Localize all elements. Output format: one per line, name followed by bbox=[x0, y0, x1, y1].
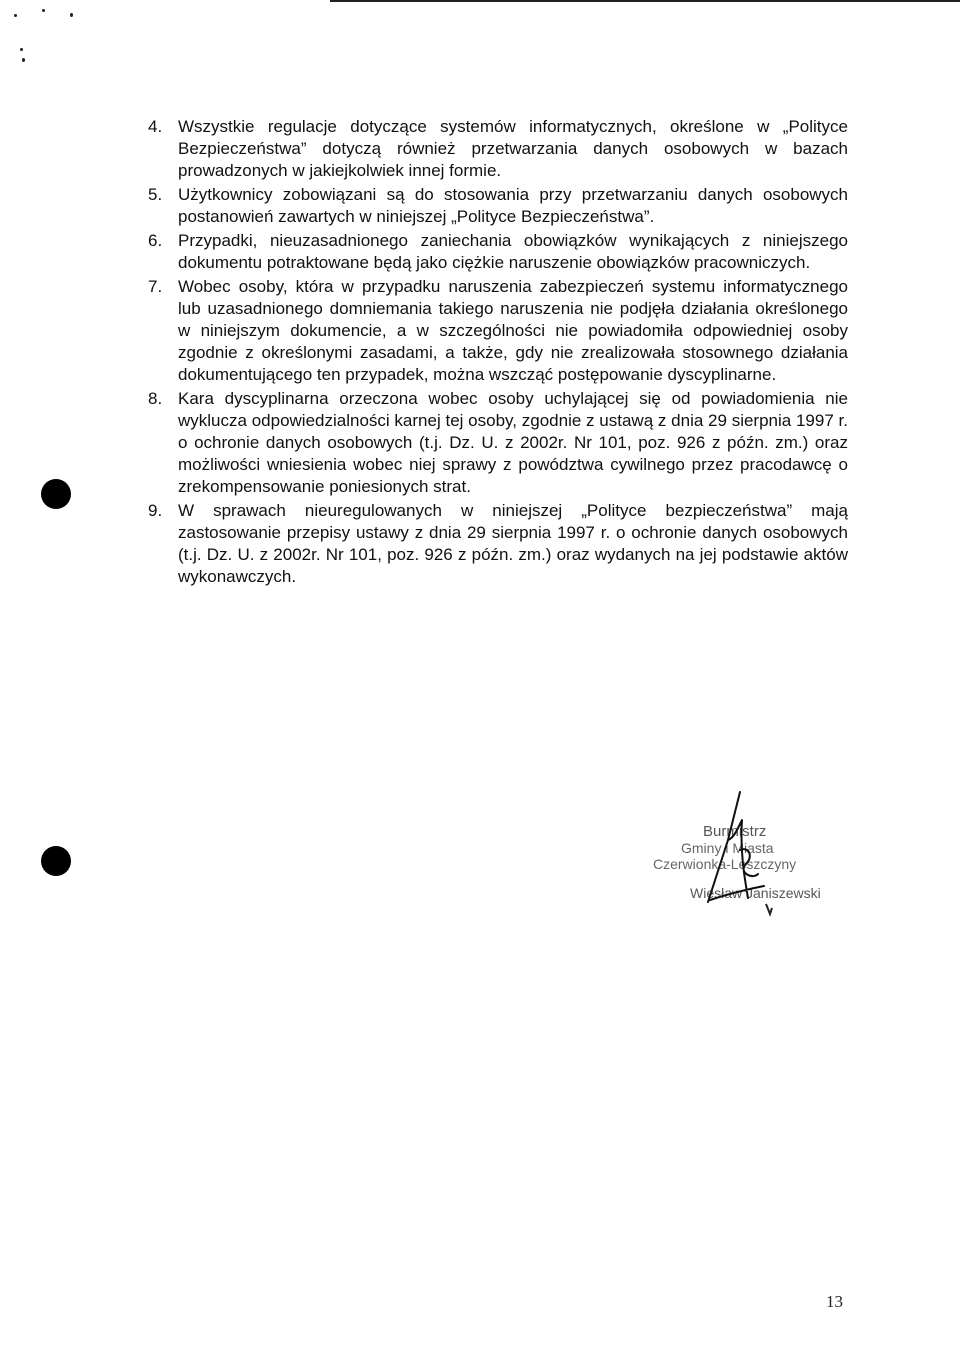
point-text: Wszystkie regulacje dotyczące systemów informatycznych, określone w „Polityce Bezpieczeństwa” dotyczą również przetwarzania danych osobowych w bazach prowadzonych w jakiejkolwiek innej formie. bbox=[178, 117, 848, 180]
list-item bbox=[148, 388, 848, 498]
signature-tick bbox=[766, 904, 772, 914]
document-body bbox=[148, 116, 848, 590]
point-text: Wobec osoby, która w przypadku naruszenia zabezpieczeń systemu informatycznego lub uzasadnionego domniemania takiego naruszenia nie podjęła działania określonego w niniejszym dokumencie, a w szczególności nie powiadomiła odpowiedniej osoby zgodnie z określonymi zasadami, a także, gdy nie zrealizowała stosownego działania dokumentującego ten przypadek, można wszcząć postępowanie dyscyplinarne. bbox=[178, 277, 848, 384]
point-number: 9. bbox=[148, 501, 163, 520]
numbered-points bbox=[148, 116, 848, 588]
list-item bbox=[148, 230, 848, 274]
punch-hole bbox=[41, 479, 71, 509]
stamp-line-3: Czerwionka-Leszczyny bbox=[653, 856, 797, 872]
point-number: 5. bbox=[148, 185, 163, 204]
scan-speck bbox=[14, 14, 17, 17]
top-scan-rule bbox=[330, 0, 960, 2]
scan-speck bbox=[70, 13, 73, 17]
point-number: 4. bbox=[148, 117, 163, 136]
signature-stamp bbox=[648, 790, 828, 920]
point-number: 6. bbox=[148, 231, 163, 250]
point-number: 8. bbox=[148, 389, 163, 408]
punch-hole bbox=[41, 846, 71, 876]
stamp-line-4: Wiesław Janiszewski bbox=[690, 885, 821, 901]
scan-speck bbox=[22, 58, 25, 62]
list-item bbox=[148, 116, 848, 182]
page-number: 13 bbox=[826, 1292, 843, 1311]
stamp-line-2: Gminy i Miasta bbox=[681, 840, 774, 856]
point-number: 7. bbox=[148, 277, 163, 296]
point-text: Przypadki, nieuzasadnionego zaniechania obowiązków wynikających z niniejszego dokumentu potraktowane będą jako ciężkie naruszenie obowiązków pracowniczych. bbox=[178, 231, 848, 272]
stamp-line-1: Burmistrz bbox=[703, 823, 767, 840]
point-text: W sprawach nieuregulowanych w niniejszej „Polityce bezpieczeństwa” mają zastosowanie przepisy ustawy z dnia 29 sierpnia 1997 r. o ochronie danych osobowych (t.j. Dz. U. z 2002r. Nr 101, poz. 926 z późn. zm.) oraz wydanych na jej podstawie aktów wykonawczych. bbox=[178, 501, 848, 586]
scan-speck bbox=[20, 48, 23, 51]
point-text: Użytkownicy zobowiązani są do stosowania przy przetwarzaniu danych osobowych postanowień zawartych w niniejszej „Polityce Bezpieczeństwa”. bbox=[178, 185, 848, 226]
list-item bbox=[148, 184, 848, 228]
list-item bbox=[148, 276, 848, 386]
list-item bbox=[148, 500, 848, 588]
point-text: Kara dyscyplinarna orzeczona wobec osoby uchylającej się od powiadomienia nie wyklucza odpowiedzialności karnej tej osoby, zgodnie z ustawą z dnia 29 sierpnia 1997 r. o ochronie danych osobowych (t.j. Dz. U. z 2002r. Nr 101, poz. 926 z późn. zm.) oraz możliwości wniesienia wobec niej sprawy z powództwa cywilnego przez pracodawcę o zrekompensowanie poniesionych strat. bbox=[178, 389, 848, 496]
scan-speck bbox=[42, 9, 45, 12]
